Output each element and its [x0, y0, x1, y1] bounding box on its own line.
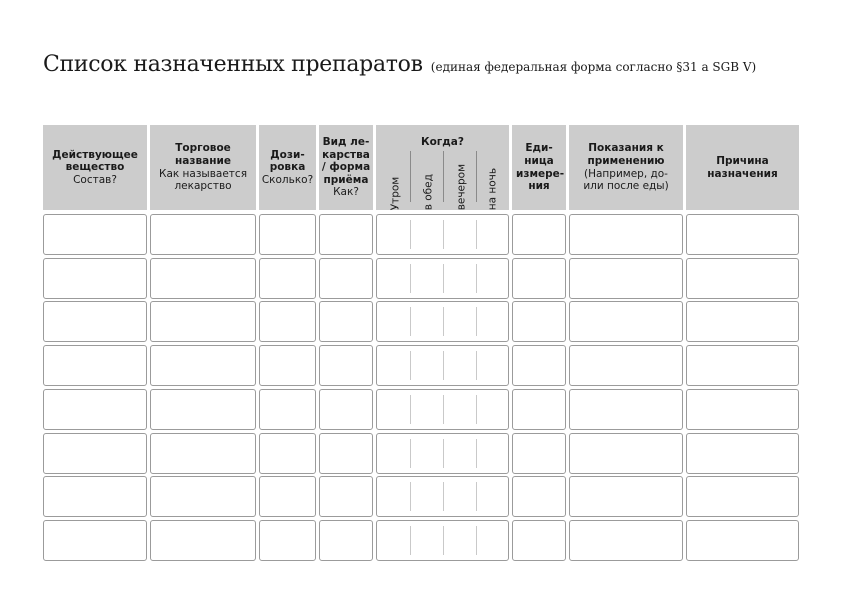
- time-cell-divider: [410, 395, 411, 424]
- header-reason: [686, 125, 799, 210]
- time-cell-divider: [443, 264, 444, 293]
- cell-unit[interactable]: [512, 301, 566, 342]
- page-title: Список назначенных препаратов: [43, 52, 423, 77]
- cell-dosage[interactable]: [259, 258, 316, 299]
- cell-dosage[interactable]: [259, 520, 316, 561]
- time-noon-label: в обед: [422, 174, 435, 211]
- cell-when[interactable]: [376, 345, 509, 386]
- time-night-label: на ночь: [486, 167, 499, 211]
- cell-form[interactable]: [319, 214, 373, 255]
- cell-trade-name[interactable]: [150, 301, 256, 342]
- cell-substance[interactable]: [43, 389, 147, 430]
- header-form: [319, 125, 373, 210]
- cell-indication[interactable]: [569, 520, 683, 561]
- header-indication-hint: (Например, до- или после еды): [583, 167, 669, 193]
- header-trade-name: [150, 125, 256, 210]
- header-form-title: Вид ле-карства / форма приёма: [321, 136, 371, 186]
- cell-reason[interactable]: [686, 345, 799, 386]
- cell-when[interactable]: [376, 258, 509, 299]
- cell-dosage[interactable]: [259, 301, 316, 342]
- cell-form[interactable]: [319, 258, 373, 299]
- cell-trade-name[interactable]: [150, 476, 256, 517]
- cell-indication[interactable]: [569, 345, 683, 386]
- cell-trade-name[interactable]: [150, 214, 256, 255]
- header-unit: [512, 125, 566, 210]
- cell-unit[interactable]: [512, 520, 566, 561]
- header-when-times: [376, 151, 509, 211]
- time-cell-divider: [443, 439, 444, 468]
- cell-trade-name[interactable]: [150, 520, 256, 561]
- header-trade-name-title: Торговое название: [175, 142, 231, 167]
- cell-trade-name[interactable]: [150, 389, 256, 430]
- cell-indication[interactable]: [569, 389, 683, 430]
- cell-reason[interactable]: [686, 214, 799, 255]
- cell-indication[interactable]: [569, 258, 683, 299]
- cell-form[interactable]: [319, 433, 373, 474]
- time-divider: [443, 151, 444, 202]
- time-cell-divider: [443, 526, 444, 555]
- cell-reason[interactable]: [686, 389, 799, 430]
- cell-form[interactable]: [319, 345, 373, 386]
- header-substance-title: Действующее вещество: [52, 148, 138, 174]
- header-when: [376, 125, 509, 210]
- cell-reason[interactable]: [686, 476, 799, 517]
- time-cell-divider: [443, 351, 444, 380]
- cell-trade-name[interactable]: [150, 345, 256, 386]
- time-cell-divider: [476, 526, 477, 555]
- cell-dosage[interactable]: [259, 389, 316, 430]
- cell-indication[interactable]: [569, 301, 683, 342]
- cell-substance[interactable]: [43, 301, 147, 342]
- time-cell-divider: [443, 482, 444, 511]
- cell-substance[interactable]: [43, 433, 147, 474]
- cell-unit[interactable]: [512, 345, 566, 386]
- cell-dosage[interactable]: [259, 214, 316, 255]
- header-dosage-title: Дози-ровка: [269, 148, 306, 174]
- time-evening-label: вечером: [455, 163, 468, 211]
- time-cell-divider: [476, 264, 477, 293]
- time-cell-divider: [410, 307, 411, 336]
- cell-reason[interactable]: [686, 433, 799, 474]
- cell-unit[interactable]: [512, 476, 566, 517]
- cell-when[interactable]: [376, 520, 509, 561]
- header-indication-title: Показания к применению: [587, 142, 665, 167]
- cell-dosage[interactable]: [259, 345, 316, 386]
- cell-when[interactable]: [376, 214, 509, 255]
- cell-form[interactable]: [319, 476, 373, 517]
- cell-form[interactable]: [319, 520, 373, 561]
- time-divider: [476, 151, 477, 202]
- time-cell-divider: [476, 482, 477, 511]
- cell-when[interactable]: [376, 433, 509, 474]
- cell-when[interactable]: [376, 301, 509, 342]
- header-form-hint: Как?: [333, 186, 359, 199]
- time-cell-divider: [410, 482, 411, 511]
- header-trade-name-hint: Как называется лекарство: [158, 167, 248, 193]
- time-cell-divider: [476, 220, 477, 249]
- cell-dosage[interactable]: [259, 476, 316, 517]
- cell-when[interactable]: [376, 389, 509, 430]
- cell-substance[interactable]: [43, 520, 147, 561]
- time-morning-label: Утром: [389, 176, 402, 211]
- cell-dosage[interactable]: [259, 433, 316, 474]
- cell-unit[interactable]: [512, 258, 566, 299]
- page-subtitle: (единая федеральная форма согласно §31 a SGB V): [430, 60, 757, 74]
- cell-unit[interactable]: [512, 433, 566, 474]
- cell-reason[interactable]: [686, 258, 799, 299]
- document-title: [43, 52, 756, 77]
- cell-reason[interactable]: [686, 301, 799, 342]
- time-cell-divider: [410, 220, 411, 249]
- header-unit-title: Еди-ница измере-ния: [516, 142, 565, 193]
- cell-trade-name[interactable]: [150, 258, 256, 299]
- cell-substance[interactable]: [43, 476, 147, 517]
- header-substance-hint: Состав?: [73, 173, 117, 186]
- time-cell-divider: [476, 351, 477, 380]
- time-cell-divider: [476, 395, 477, 424]
- cell-form[interactable]: [319, 389, 373, 430]
- time-cell-divider: [443, 395, 444, 424]
- cell-unit[interactable]: [512, 214, 566, 255]
- cell-indication[interactable]: [569, 214, 683, 255]
- header-when-title: Когда?: [421, 136, 464, 148]
- cell-when[interactable]: [376, 476, 509, 517]
- time-cell-divider: [410, 526, 411, 555]
- header-dosage-hint: Сколько?: [261, 173, 314, 186]
- header-dosage: [259, 125, 316, 210]
- cell-reason[interactable]: [686, 520, 799, 561]
- cell-indication[interactable]: [569, 476, 683, 517]
- cell-trade-name[interactable]: [150, 433, 256, 474]
- cell-unit[interactable]: [512, 389, 566, 430]
- time-cell-divider: [476, 439, 477, 468]
- header-substance: [43, 125, 147, 210]
- time-cell-divider: [476, 307, 477, 336]
- time-cell-divider: [410, 439, 411, 468]
- header-reason-title: Причина назначения: [707, 154, 778, 180]
- time-cell-divider: [410, 264, 411, 293]
- time-cell-divider: [443, 220, 444, 249]
- header-indication: [569, 125, 683, 210]
- time-cell-divider: [410, 351, 411, 380]
- cell-substance[interactable]: [43, 345, 147, 386]
- time-cell-divider: [443, 307, 444, 336]
- cell-substance[interactable]: [43, 258, 147, 299]
- cell-form[interactable]: [319, 301, 373, 342]
- cell-indication[interactable]: [569, 433, 683, 474]
- time-divider: [410, 151, 411, 202]
- cell-substance[interactable]: [43, 214, 147, 255]
